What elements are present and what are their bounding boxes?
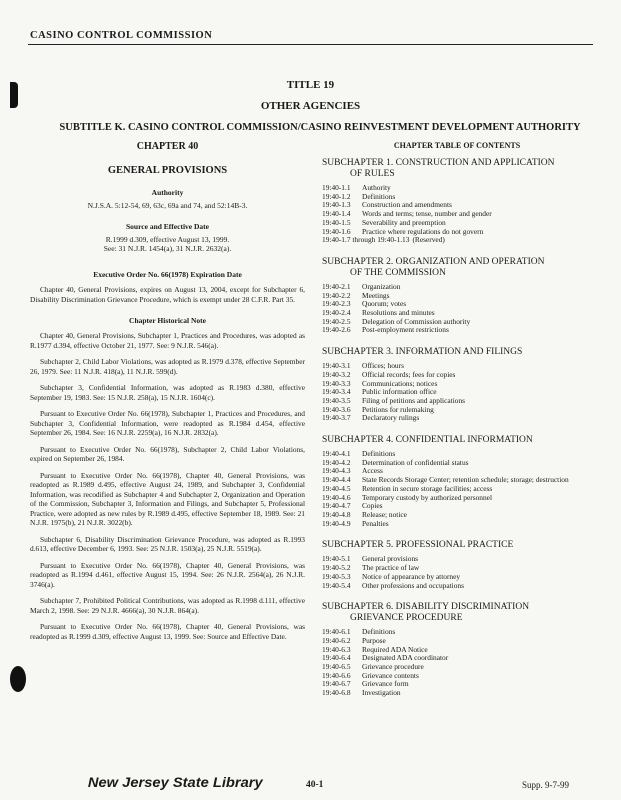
subchapter-title-cont: OF RULES: [350, 169, 395, 179]
page-number: 40-1: [306, 780, 324, 790]
section-number: 19:40-2.4: [322, 308, 351, 318]
section-number: 19:40-1.4: [322, 209, 351, 219]
section-title: Construction and amendments: [362, 200, 452, 210]
subchapter-heading: [322, 347, 592, 358]
left-column: [30, 141, 305, 641]
section-number: 19:40-2.3: [322, 299, 351, 309]
source-heading: Source and Effective Date: [126, 222, 209, 231]
section-title: Grievance procedure: [362, 662, 424, 672]
section-number: 19:40-6.7: [322, 679, 351, 689]
section-number: 19:40-2.1: [322, 281, 351, 291]
section-number: 19:40-2.2: [322, 290, 351, 300]
subtitle-heading: SUBTITLE K. CASINO CONTROL COMMISSION/CASINO REINVESTMENT DEVELOPMENT AUTHORITY: [59, 122, 581, 133]
toc-entry: [322, 520, 592, 529]
section-title: Investigation: [362, 688, 401, 698]
section-number: 19:40-4.8: [322, 509, 351, 519]
authority-text: N.J.S.A. 5:12-54, 69, 63c, 69a and 74, and 52:14B-3.: [87, 201, 248, 210]
section-title: Resolutions and minutes: [362, 308, 435, 318]
section-number: 19:40-6.8: [322, 688, 351, 698]
history-paragraph: Pursuant to Executive Order No. 66(1978), Subchapter 1, Practices and Procedures, and Subchapter 3, Confidential Information, were readopted as R.1984 d.454, effective September 26, 1984. See: 16 N.J.R. 2259(a), 16 N.J.R. 2832(a).: [30, 409, 305, 437]
history-paragraph: Pursuant to Executive Order No. 66(1978), Chapter 40, General Provisions, was readopted as R.1994 d.461, effective August 15, 1994. See: 26 N.J.R. 2564(a), 26 N.J.R. 3746(a).: [30, 560, 305, 589]
section-title: Access: [362, 466, 383, 476]
subchapter-heading: [322, 435, 592, 446]
section-number: 19:40-4.5: [322, 483, 351, 493]
exec-order-heading: Executive Order No. 66(1978) Expiration Date: [93, 270, 242, 279]
section-title: Filing of petitions and applications: [362, 395, 466, 405]
section-title: Declaratory rulings: [362, 413, 420, 423]
section-number: 19:40-5.1: [322, 554, 351, 564]
title-heading: TITLE 19: [286, 79, 335, 91]
section-title: (Reserved): [412, 235, 445, 245]
section-number: 19:40-6.1: [322, 627, 351, 637]
section-number: 19:40-1.5: [322, 217, 351, 227]
history-heading: Chapter Historical Note: [129, 316, 206, 325]
chapter-name: GENERAL PROVISIONS: [107, 165, 228, 176]
section-title: Authority: [362, 183, 391, 192]
source-line-1: R.1999 d.309, effective August 13, 1999.: [105, 235, 230, 244]
section-title: Release; notice: [362, 509, 407, 519]
section-title: Petitions for rulemaking: [362, 404, 434, 414]
section-title: Grievance form: [362, 679, 409, 689]
section-number: 19:40-2.5: [322, 316, 351, 326]
section-title: Delegation of Commission authority: [362, 316, 471, 326]
section-title: Practice where regulations do not govern: [362, 226, 484, 236]
section-title: General provisions: [362, 554, 419, 564]
section-title: Penalties: [362, 518, 389, 528]
exec-order-text: Chapter 40, General Provisions, expires on August 13, 2004, except for Subchapter 6, Disability Discrimination Grievance Procedure, which is exempt under 28 C.F.R. Part 35.: [30, 285, 305, 304]
subchapter-title: SUBCHAPTER 1. CONSTRUCTION AND APPLICATION: [322, 158, 555, 168]
section-number: 19:40-1.2: [322, 191, 351, 201]
section-number: 19:40-4.9: [322, 518, 351, 528]
library-stamp: New Jersey State Library: [87, 774, 263, 790]
section-number: 19:40-6.3: [322, 644, 351, 654]
section-number: 19:40-4.4: [322, 475, 351, 485]
section-number: 19:40-5.4: [322, 580, 351, 590]
section-title: Meetings: [362, 290, 390, 300]
section-title: Designated ADA coordinator: [362, 653, 449, 663]
section-number: 19:40-3.7: [322, 413, 351, 423]
chapter-number: CHAPTER 40: [136, 141, 199, 152]
subchapter-heading: [322, 602, 592, 624]
section-title: Definitions: [362, 449, 396, 459]
subchapter-title-cont: OF THE COMMISSION: [350, 267, 446, 278]
subchapter-heading: [322, 158, 592, 180]
section-title: Organization: [362, 281, 401, 291]
subchapter-title: SUBCHAPTER 5. PROFESSIONAL PRACTICE: [322, 540, 514, 551]
section-title: Copies: [362, 501, 383, 511]
section-number: 19:40-6.2: [322, 635, 351, 645]
history-paragraph: Chapter 40, General Provisions, Subchapter 1, Practices and Procedures, was adopted as R.1977 d.394, effective October 21, 1977. See: 9 N.J.R. 546(a).: [30, 331, 305, 350]
section-number: 19:40-4.2: [322, 457, 351, 467]
toc-entry: [322, 414, 592, 423]
running-header: CASINO CONTROL COMMISSION: [30, 30, 213, 41]
history-paragraph: Subchapter 3, Confidential Information, was adopted as R.1983 d.380, effective September 19, 1983. See: 15 N.J.R. 258(a), 15 N.J.R. 1604(c).: [30, 383, 305, 402]
section-title: Notice of appearance by attorney: [362, 571, 461, 581]
section-title: Quorum; votes: [362, 299, 407, 309]
section-number: 19:40-1.3: [322, 200, 351, 210]
section-number: 19:40-5.2: [322, 563, 351, 573]
section-number: 19:40-4.6: [322, 492, 351, 502]
history-paragraph: Subchapter 7, Prohibited Political Contributions, was adopted as R.1998 d.111, effective March 2, 1998. See: 29 N.J.R. 4666(a), 30 N.J.R. 864(a).: [30, 596, 305, 615]
toc-entry: [322, 689, 592, 698]
section-title: Post-employment restrictions: [362, 325, 449, 335]
history-paragraph: Subchapter 6, Disability Discrimination Grievance Procedure, was adopted as R.1993 d.613, effective December 6, 1993. See: 25 N.J.R. 1503(a), 25 N.J.R. 5519(a).: [30, 534, 305, 553]
section-number: 19:40-6.4: [322, 653, 351, 663]
section-number: 19:40-3.4: [322, 387, 351, 397]
header-rule: [28, 44, 593, 45]
section-number: 19:40-1.6: [322, 226, 351, 236]
authority-heading: Authority: [151, 188, 184, 197]
subchapter-heading: [322, 540, 592, 551]
section-title: Required ADA Notice: [362, 644, 428, 654]
section-title: State Records Storage Center; retention schedule; storage; destruction: [362, 475, 569, 485]
section-number: 19:40-1.1: [322, 183, 351, 192]
toc-heading: CHAPTER TABLE OF CONTENTS: [393, 141, 521, 150]
toc-entry: [322, 326, 592, 335]
history-paragraph: Subchapter 2, Child Labor Violations, was adopted as R.1979 d.378, effective September 26, 1979. See: 11 N.J.R. 418(a), 11 N.J.R. 599(d).: [30, 357, 305, 376]
section-number: 19:40-6.6: [322, 670, 351, 680]
punch-hole-mark-bottom: [10, 666, 26, 692]
section-number: 19:40-5.3: [322, 571, 351, 581]
section-number: 19:40-3.1: [322, 361, 351, 371]
section-title: Retention in secure storage facilities; access: [362, 483, 493, 493]
section-title: Words and terms; tense, number and gender: [362, 209, 492, 219]
supplement-date: Supp. 9-7-99: [522, 780, 569, 790]
subchapter-title: SUBCHAPTER 2. ORGANIZATION AND OPERATION: [322, 256, 545, 267]
table-of-contents: [322, 158, 592, 698]
section-title: Public information office: [362, 387, 437, 397]
history-paragraph: Pursuant to Executive Order No. 66(1978), Subchapter 2, Child Labor Violations, expired on September 26, 1984.: [30, 444, 305, 463]
section-title: Other professions and occupations: [362, 580, 465, 590]
section-title: Offices; hours: [362, 361, 404, 371]
subchapter-title-cont: GRIEVANCE PROCEDURE: [350, 613, 463, 624]
toc-entry: [322, 236, 592, 245]
source-line-2: See: 31 N.J.R. 1454(a), 31 N.J.R. 2632(a).: [103, 244, 232, 253]
section-number: 19:40-3.5: [322, 395, 351, 405]
section-title: Definitions: [362, 191, 396, 201]
section-title: Severability and preemption: [362, 217, 446, 227]
history-paragraph: Pursuant to Executive Order No. 66(1978), Chapter 40, General Provisions, was readopted as R.1999 d.309, effective August 13, 1999. See: Source and Effective Date.: [30, 622, 305, 641]
section-number: 19:40-2.6: [322, 325, 351, 335]
section-title: Temporary custody by authorized personnel: [362, 492, 493, 502]
section-number: 19:40-1.7 through 19:40-1.13: [322, 235, 410, 245]
history-paragraph: Pursuant to Executive Order No. 66(1978), Chapter 40, General Provisions, was readopted as R.1989 d.495, effective August 24, 1989, and Subchapter 3, Confidential Information, was recodified as Subchapter 4 and Subchapter 2, Organization and Operation of the Commission, Subchapter 3, Information and Filings, and Subchapter 5, Professional Practice, were adopted as new rules by R.1989 d.495, effective September 18, 1989. See: 21 N.J.R. 1975(b), 21 N.J.R. 3022(b).: [30, 470, 305, 527]
section-title: Purpose: [362, 635, 386, 645]
toc-entry: [322, 582, 592, 591]
section-title: Determination of confidential status: [362, 457, 469, 467]
section-number: 19:40-3.2: [322, 369, 351, 379]
agencies-heading: OTHER AGENCIES: [260, 100, 361, 112]
subchapter-heading: [322, 257, 592, 279]
section-title: Definitions: [362, 627, 396, 637]
history-paragraphs: [30, 331, 305, 641]
section-number: 19:40-4.7: [322, 501, 351, 511]
section-number: 19:40-3.3: [322, 378, 351, 388]
subchapter-title: SUBCHAPTER 3. INFORMATION AND FILINGS: [322, 347, 523, 358]
right-column: [322, 141, 592, 698]
section-title: Grievance contents: [362, 670, 419, 680]
section-title: The practice of law: [362, 563, 420, 573]
section-number: 19:40-6.5: [322, 662, 351, 672]
section-number: 19:40-4.3: [322, 466, 351, 476]
subchapter-title: SUBCHAPTER 4. CONFIDENTIAL INFORMATION: [322, 435, 533, 446]
subchapter-title: SUBCHAPTER 6. DISABILITY DISCRIMINATION: [322, 602, 530, 613]
section-title: Official records; fees for copies: [362, 369, 456, 379]
section-number: 19:40-4.1: [322, 449, 351, 459]
section-title: Communications; notices: [362, 378, 438, 388]
section-number: 19:40-3.6: [322, 404, 351, 414]
